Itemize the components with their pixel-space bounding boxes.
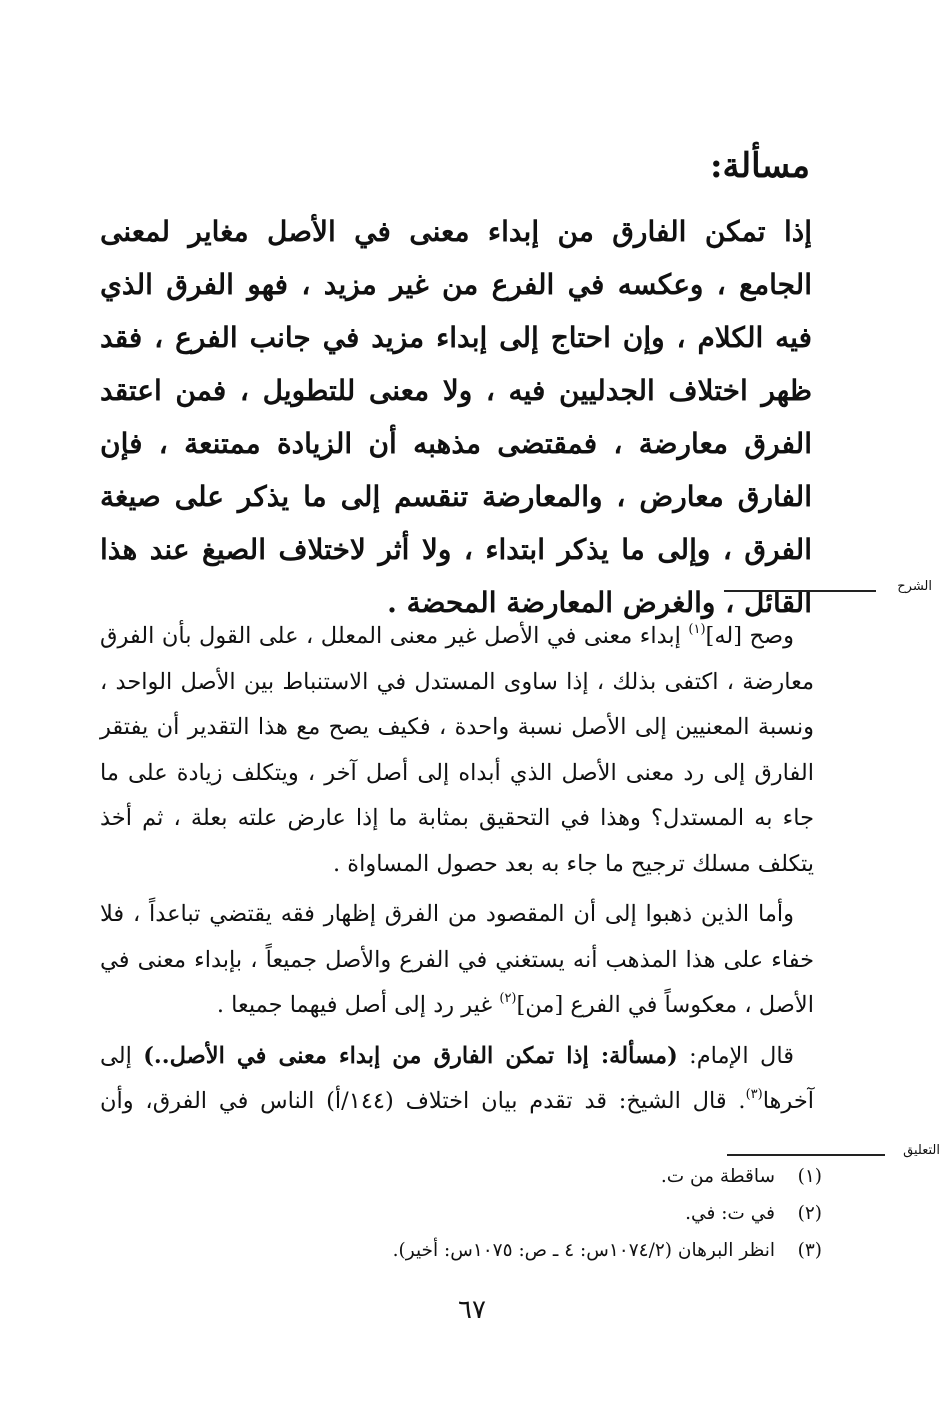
notes-divider bbox=[727, 1154, 885, 1156]
footnote-item bbox=[102, 1158, 822, 1195]
commentary-text: وأما الذين ذهبوا إلى أن المقصود من الفرق إظهار فقه يقتضي تباعداً ، فلا خفاء على هذا المذهب أنه يستغني في الفرع والأصل جميعاً ، بإبداء معنى في الأصل ، معكوساً في الفرع [من] bbox=[100, 901, 814, 1018]
footnote-number: (٢) bbox=[797, 1203, 822, 1224]
quoted-text: (مسألة: إذا تمكن الفارق من إبداء معنى في الأصل..) bbox=[143, 1042, 678, 1069]
footnote-number: (٣) bbox=[797, 1240, 822, 1261]
footnote-ref: (١) bbox=[688, 622, 706, 637]
footnote-ref: (٢) bbox=[499, 991, 517, 1006]
footnote-ref: (٣) bbox=[745, 1087, 763, 1102]
sharh-divider bbox=[724, 590, 876, 592]
footnote-item bbox=[102, 1195, 822, 1232]
notes-label: التعليق bbox=[903, 1143, 940, 1158]
footnote-number: (١) bbox=[797, 1166, 822, 1187]
commentary bbox=[100, 614, 814, 1130]
footnote-text: انظر البرهان (١٠٧٤/٢س: ٤ ـ ص: ١٠٧٥س: أخير). bbox=[392, 1240, 775, 1261]
footnote-text: ساقطة من ت. bbox=[660, 1166, 775, 1187]
footnote-item bbox=[102, 1232, 822, 1269]
main-text: إذا تمكن الفارق من إبداء معنى في الأصل مغاير لمعنى الجامع ، وعكسه في الفرع من غير مزيد ، فهو الفرق الذي فيه الكلام ، وإن احتاج إلى إبداء مزيد في جانب الفرع ، فقد ظهر اختلاف الجدليين فيه ، ولا معنى للتطويل ، فمن اعتقد الفرق معارضة ، فمقتضى مذهبه أن الزيادة ممتنعة ، فإن الفارق معارض ، والمعارضة تنقسم إلى ما يذكر على صيغة الفرق ، وإلى ما يذكر ابتداء ، ولا أثر لاختلاف الصيغ عند هذا القائل ، والغرض المعارضة المحضة . bbox=[100, 215, 812, 619]
commentary-text: غير رد إلى أصل فيهما جميعا . bbox=[216, 992, 500, 1018]
commentary-paragraph-2 bbox=[100, 892, 814, 1029]
section-heading: مسألة: bbox=[709, 146, 810, 186]
commentary-paragraph-3 bbox=[100, 1034, 814, 1125]
sharh-label: الشرح bbox=[897, 579, 932, 594]
commentary-text: . قال الشيخ: قد تقدم بيان اختلاف (١٤٤/أ) الناس في الفرق، وأن bbox=[100, 1088, 746, 1114]
commentary-text: وصح [له] bbox=[705, 623, 795, 649]
commentary-paragraph-1 bbox=[100, 614, 814, 887]
commentary-text: إبداء معنى في الأصل غير معنى المعلل ، على القول بأن الفرق معارضة ، اكتفى بذلك ، إذا ساوى المستدل في الاستنباط بين الأصل الواحد ، ونسبة المعنيين إلى الأصل نسبة واحدة ، فكيف يصح مع هذا التقدير أن يفتقر الفارق إلى رد معنى الأصل الذي أبداه إلى أصل آخر ، ويتكلف زيادة على ما جاء به المستدل؟ وهذا في التحقيق بمثابة ما إذا عارض علته بعلة ، ثم أخذ يتكلف مسلك ترجيح ما جاء به بعد حصول المساواة . bbox=[100, 623, 814, 877]
commentary-text: إلى آخرها bbox=[100, 1042, 814, 1114]
footnote-text: في ت: في. bbox=[685, 1203, 775, 1224]
footnotes bbox=[102, 1158, 822, 1269]
page-number: ٦٧ bbox=[458, 1295, 486, 1325]
commentary-text: قال الإمام: bbox=[677, 1042, 795, 1069]
